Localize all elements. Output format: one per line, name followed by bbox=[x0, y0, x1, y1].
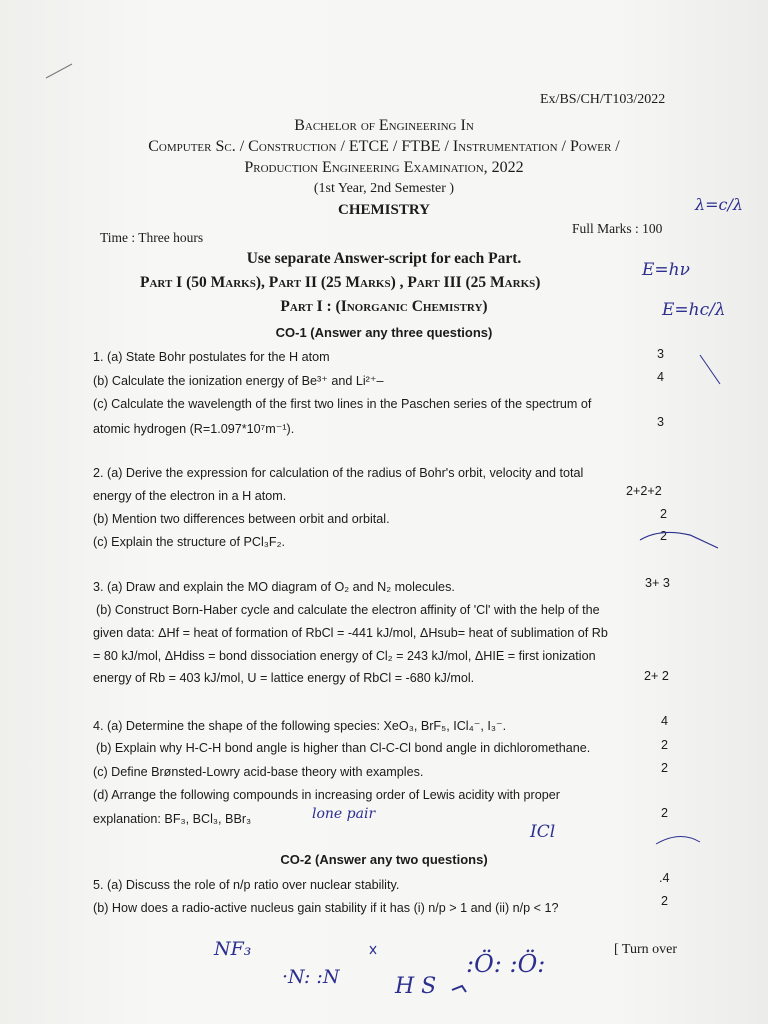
question-line: (b) Mention two differences between orbit and orbital. bbox=[93, 512, 390, 526]
handwritten-note: H S bbox=[395, 974, 437, 999]
question-line: 3. (a) Draw and explain the MO diagram of O₂ and N₂ molecules. bbox=[93, 580, 455, 594]
pen-scratch bbox=[656, 836, 700, 844]
handwritten-note: E=hc/λ bbox=[662, 300, 726, 320]
pen-scratch bbox=[46, 64, 72, 78]
marks-value: 2 bbox=[661, 738, 669, 752]
question-line: (d) Arrange the following compounds in increasing order of Lewis acidity with proper bbox=[93, 788, 560, 802]
subject-title: CHEMISTRY bbox=[338, 202, 430, 218]
full-marks-label: Full Marks : 100 bbox=[572, 221, 663, 236]
question-line: (c) Explain the structure of PCl₃F₂. bbox=[93, 535, 285, 549]
marks-value: 2 bbox=[661, 806, 669, 820]
branches-line: Computer Sc. / Construction / ETCE / FTBE / Instrumentation / Power / bbox=[148, 138, 620, 155]
instruction-line: Use separate Answer-script for each Part. bbox=[246, 250, 522, 267]
marks-value: .4 bbox=[659, 871, 670, 885]
marks-value: 4 bbox=[661, 714, 669, 728]
paper-code: Ex/BS/CH/T103/2022 bbox=[540, 92, 666, 107]
marks-value: 2 bbox=[660, 529, 668, 543]
section-co1-title: CO-1 (Answer any three questions) bbox=[275, 325, 493, 340]
marks-value: 2 bbox=[661, 894, 669, 908]
question-line: explanation: BF₃, BCl₃, BBr₃ bbox=[93, 812, 252, 826]
pen-scratch bbox=[640, 532, 718, 548]
question-line: (b) How does a radio-active nucleus gain stability if it has (i) n/p > 1 and (ii) n/p < 1? bbox=[93, 901, 559, 915]
question-line: (c) Calculate the wavelength of the first two lines in the Paschen series of the spectrum of bbox=[93, 397, 592, 411]
question-line: energy of the electron in a H atom. bbox=[93, 489, 287, 503]
question-line: energy of Rb = 403 kJ/mol, U = lattice energy of RbCl = -680 kJ/mol. bbox=[93, 671, 475, 685]
marks-value: 2 bbox=[660, 507, 668, 521]
pen-scratch bbox=[700, 355, 720, 384]
handwritten-note: :Ö: :Ö: bbox=[466, 950, 546, 978]
question-line: = 80 kJ/mol, ΔHdiss = bond dissociation energy of Cl₂ = 243 kJ/mol, ΔHIE = first ionization bbox=[93, 649, 596, 663]
exam-line: Production Engineering Examination, 2022 bbox=[244, 159, 524, 176]
marks-value: 3 bbox=[657, 347, 665, 361]
turn-over-label: [ Turn over bbox=[614, 942, 678, 957]
question-line: 4. (a) Determine the shape of the following species: XeO₃, BrF₅, ICl₄⁻, I₃⁻. bbox=[93, 719, 507, 733]
question-line: (b) Construct Born-Haber cycle and calculate the electron affinity of 'Cl' with the help of the bbox=[96, 603, 600, 617]
question-line: (b) Explain why H-C-H bond angle is higher than Cl-C-Cl bond angle in dichloromethane. bbox=[96, 741, 591, 755]
pen-scratch bbox=[370, 946, 376, 954]
year-line: (1st Year, 2nd Semester ) bbox=[313, 181, 455, 196]
marks-value: 2+ 2 bbox=[644, 669, 669, 683]
question-line: (c) Define Brønsted-Lowry acid-base theory with examples. bbox=[93, 765, 424, 779]
marks-value: 3+ 3 bbox=[645, 576, 670, 590]
handwritten-note: ICl bbox=[530, 822, 556, 842]
pen-scratch bbox=[452, 986, 466, 992]
question-line: 5. (a) Discuss the role of n/p ratio over nuclear stability. bbox=[93, 878, 400, 892]
question-line: given data: ΔHf = heat of formation of RbCl = -441 kJ/mol, ΔHsub= heat of sublimation of Rb bbox=[93, 626, 608, 640]
time-label: Time : Three hours bbox=[100, 230, 204, 245]
marks-value: 2 bbox=[661, 761, 669, 775]
parts-line: Part I (50 Marks), Part II (25 Marks) , Part III (25 Marks) bbox=[140, 274, 541, 291]
question-line: (b) Calculate the ionization energy of Be³⁺ and Li²⁺– bbox=[93, 374, 384, 388]
marks-value: 2+2+2 bbox=[626, 484, 662, 498]
question-line: 1. (a) State Bohr postulates for the H atom bbox=[93, 350, 330, 364]
handwritten-note: lone pair bbox=[312, 806, 376, 822]
handwritten-note: NF₃ bbox=[214, 938, 252, 960]
degree-line: Bachelor of Engineering In bbox=[294, 117, 474, 134]
section-co2-title: CO-2 (Answer any two questions) bbox=[280, 852, 488, 867]
handwritten-note: E=hν bbox=[642, 260, 690, 280]
marks-value: 4 bbox=[657, 370, 665, 384]
part-title: Part I : (Inorganic Chemistry) bbox=[280, 298, 488, 315]
handwritten-note: ·N: :N bbox=[282, 966, 340, 988]
question-line: 2. (a) Derive the expression for calculation of the radius of Bohr's orbit, velocity and total bbox=[93, 466, 584, 480]
handwritten-note: λ=c/λ bbox=[695, 195, 744, 214]
marks-value: 3 bbox=[657, 415, 665, 429]
question-line: atomic hydrogen (R=1.097*10⁷m⁻¹). bbox=[93, 422, 295, 436]
